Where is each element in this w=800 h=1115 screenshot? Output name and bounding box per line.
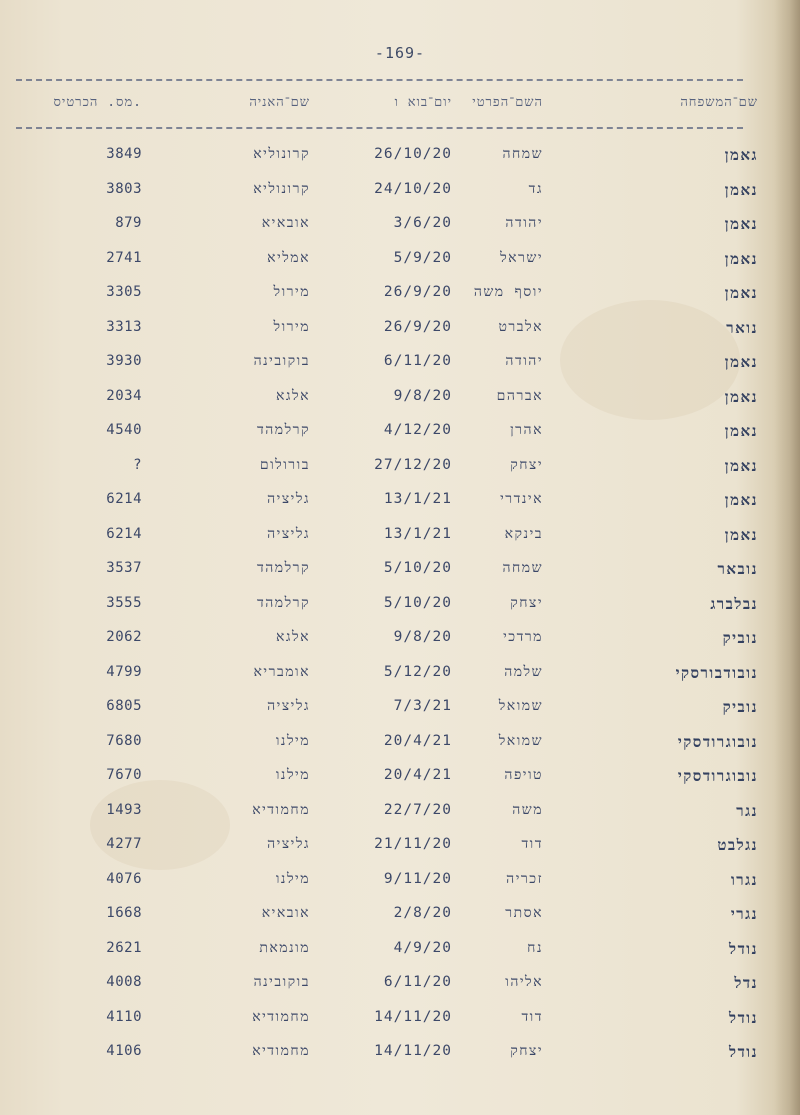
ship-name-cell: מילנו — [275, 732, 310, 749]
arrival-date-cell: 26/10/20 — [374, 146, 452, 162]
arrival-date-cell: 14/11/20 — [374, 1008, 452, 1025]
ship-name-cell: בורולום — [259, 456, 310, 473]
ship-name-cell: קרלמהד — [256, 560, 310, 576]
ticket-number-cell: 2062 — [106, 629, 142, 645]
ship-name-cell: מילנו — [275, 767, 310, 783]
table-row — [0, 625, 800, 660]
arrival-date-cell: 9/8/20 — [393, 387, 452, 404]
first-name-cell: מרדכי — [503, 629, 543, 645]
ship-name-cell: אומבריא — [253, 663, 310, 680]
arrival-date-cell: 21/11/20 — [374, 836, 452, 852]
ticket-number-cell: 2034 — [106, 387, 142, 404]
family-name-cell: נודל — [729, 1043, 758, 1061]
header-dashed-rule — [16, 127, 743, 129]
table-row — [0, 522, 800, 557]
first-name-cell: טויפה — [504, 767, 543, 783]
ship-name-cell: מחמודיא — [252, 801, 310, 818]
first-name-cell: יהודה — [505, 353, 543, 369]
ship-name-cell: קרונוליא — [253, 146, 310, 162]
ticket-number-cell: 3849 — [106, 146, 142, 162]
table-row — [0, 936, 800, 971]
first-name-cell: שמחה — [502, 560, 543, 576]
family-name-cell: נאמן — [724, 284, 758, 302]
arrival-date-cell: 3/6/20 — [393, 215, 452, 231]
table-row — [0, 729, 800, 764]
table-row — [0, 211, 800, 246]
ship-name-cell: אלגא — [276, 387, 310, 404]
family-name-cell: נאמן — [724, 353, 758, 371]
ticket-number-cell: 4008 — [106, 974, 142, 990]
family-name-cell: נגר — [736, 801, 758, 820]
arrival-date-cell: 6/11/20 — [383, 353, 452, 369]
first-name-cell: דוד — [521, 836, 543, 852]
header-ship-name: שם־האניה — [249, 95, 310, 110]
table-row — [0, 453, 800, 488]
ship-name-cell: גליציה — [267, 491, 310, 507]
ticket-number-cell: 3555 — [106, 594, 142, 611]
family-name-cell: נובודבורסקי — [675, 663, 758, 682]
family-name-cell: נאמן — [724, 249, 758, 268]
table-row — [0, 798, 800, 833]
first-name-cell: שמחה — [502, 146, 543, 162]
arrival-date-cell: 9/11/20 — [383, 870, 452, 887]
table-row — [0, 1039, 800, 1074]
arrival-date-cell: 5/10/20 — [383, 560, 452, 576]
first-name-cell: בינקא — [504, 525, 543, 542]
family-name-cell: נאמן — [724, 215, 758, 233]
ticket-number-cell: 6805 — [106, 698, 142, 714]
ticket-number-cell: 4799 — [106, 663, 142, 680]
family-name-cell: נאמן — [724, 491, 758, 509]
ticket-number-cell: 3930 — [106, 353, 142, 369]
first-name-cell: ישראל — [500, 249, 543, 266]
first-name-cell: שמואל — [498, 698, 543, 714]
immigrant-table — [0, 142, 800, 1074]
first-name-cell: גד — [528, 180, 543, 197]
ticket-number-cell: 3803 — [106, 180, 142, 197]
ticket-number-cell: 1493 — [106, 801, 142, 818]
ship-name-cell: מירול — [273, 318, 310, 335]
first-name-cell: אסתר — [505, 905, 543, 921]
table-row — [0, 1005, 800, 1040]
arrival-date-cell: 20/4/21 — [383, 732, 452, 749]
ship-name-cell: בוקובינה — [253, 974, 310, 990]
table-row — [0, 694, 800, 729]
family-name-cell: נודל — [729, 939, 758, 958]
table-row — [0, 384, 800, 419]
table-row — [0, 867, 800, 902]
arrival-date-cell: 20/4/21 — [383, 767, 452, 783]
ship-name-cell: קרונוליא — [253, 180, 310, 197]
family-name-cell: נובוגרודסקי — [677, 732, 758, 751]
table-header — [0, 92, 800, 114]
family-name-cell: נאמן — [724, 180, 758, 199]
arrival-date-cell: 7/3/21 — [393, 698, 452, 714]
family-name-cell: נואר — [726, 318, 758, 337]
ticket-number-cell: 6214 — [106, 525, 142, 542]
ticket-number-cell: 4106 — [106, 1043, 142, 1059]
header-family-name: שם־המשפחה — [680, 95, 758, 110]
ticket-number-cell: ? — [133, 456, 142, 473]
header-first-name: השם־הפרטי — [472, 95, 543, 110]
ship-name-cell: מחמודיא — [252, 1008, 310, 1025]
ticket-number-cell: 4277 — [106, 836, 142, 852]
table-row — [0, 832, 800, 867]
table-row — [0, 246, 800, 281]
ticket-number-cell: 3313 — [106, 318, 142, 335]
family-name-cell: נוביק — [722, 698, 758, 716]
first-name-cell: אלברט — [498, 318, 543, 335]
arrival-date-cell: 5/9/20 — [393, 249, 452, 266]
first-name-cell: יצחק — [510, 1043, 543, 1059]
ship-name-cell: בוקובינה — [253, 353, 310, 369]
arrival-date-cell: 4/9/20 — [393, 939, 452, 956]
ticket-number-cell: 7670 — [106, 767, 142, 783]
first-name-cell: זכריה — [506, 870, 543, 887]
family-name-cell: נובאר — [717, 560, 758, 578]
family-name-cell: נודל — [729, 1008, 758, 1027]
family-name-cell: נוביק — [722, 629, 758, 647]
table-row — [0, 660, 800, 695]
family-name-cell: נגרי — [730, 905, 758, 923]
arrival-date-cell: 26/9/20 — [383, 318, 452, 335]
ship-name-cell: אובאיא — [261, 905, 310, 921]
family-name-cell: גאמן — [724, 146, 758, 164]
ticket-number-cell: 879 — [115, 215, 142, 231]
family-name-cell: נגרו — [730, 870, 758, 889]
ship-name-cell: גליציה — [267, 525, 310, 542]
table-row — [0, 177, 800, 212]
family-name-cell: נגלבט — [717, 836, 758, 854]
ship-name-cell: אמליא — [267, 249, 310, 266]
header-arrival-date: יום־בוא ו — [394, 95, 452, 110]
family-name-cell: נאמן — [724, 525, 758, 544]
arrival-date-cell: 27/12/20 — [374, 456, 452, 473]
first-name-cell: אינדרי — [500, 491, 543, 507]
table-row — [0, 418, 800, 453]
ship-name-cell: קרלמהד — [256, 422, 310, 438]
table-row — [0, 970, 800, 1005]
table-row — [0, 763, 800, 798]
page-number: -169- — [374, 44, 426, 62]
table-row — [0, 591, 800, 626]
table-row — [0, 901, 800, 936]
header-ticket-number: מס. הכרטיס. — [53, 95, 142, 110]
table-row — [0, 349, 800, 384]
table-row — [0, 315, 800, 350]
ship-name-cell: מילנו — [275, 870, 310, 887]
ship-name-cell: מחמודיא — [252, 1043, 310, 1059]
arrival-date-cell: 6/11/20 — [383, 974, 452, 990]
arrival-date-cell: 14/11/20 — [374, 1043, 452, 1059]
arrival-date-cell: 2/8/20 — [393, 905, 452, 921]
ship-name-cell: אובאיא — [261, 215, 310, 231]
ticket-number-cell: 3305 — [106, 284, 142, 300]
family-name-cell: נובוגרודסקי — [677, 767, 758, 785]
ticket-number-cell: 2621 — [106, 939, 142, 956]
ticket-number-cell: 4540 — [106, 422, 142, 438]
ticket-number-cell: 3537 — [106, 560, 142, 576]
ticket-number-cell: 7680 — [106, 732, 142, 749]
first-name-cell: אהרן — [510, 422, 543, 438]
ship-name-cell: אלגא — [276, 629, 310, 645]
first-name-cell: אברהם — [496, 387, 543, 404]
family-name-cell: נדל — [734, 974, 758, 992]
ship-name-cell: גליציה — [267, 698, 310, 714]
ticket-number-cell: 1668 — [106, 905, 142, 921]
family-name-cell: נאמן — [724, 422, 758, 440]
first-name-cell: יצחק — [510, 456, 543, 473]
first-name-cell: שמואל — [498, 732, 543, 749]
ticket-number-cell: 4076 — [106, 870, 142, 887]
ship-name-cell: גליציה — [267, 836, 310, 852]
first-name-cell: דוד — [521, 1008, 543, 1025]
table-row — [0, 556, 800, 591]
arrival-date-cell: 26/9/20 — [383, 284, 452, 300]
arrival-date-cell: 9/8/20 — [393, 629, 452, 645]
table-row — [0, 142, 800, 177]
family-name-cell: נאמן — [724, 387, 758, 406]
arrival-date-cell: 13/1/21 — [383, 491, 452, 507]
arrival-date-cell: 24/10/20 — [374, 180, 452, 197]
first-name-cell: אליהו — [505, 974, 543, 990]
arrival-date-cell: 5/10/20 — [383, 594, 452, 611]
table-row — [0, 487, 800, 522]
family-name-cell: נאמן — [724, 456, 758, 475]
ship-name-cell: קרלמהד — [256, 594, 310, 611]
top-dashed-rule — [16, 79, 743, 81]
ticket-number-cell: 6214 — [106, 491, 142, 507]
first-name-cell: יצחק — [510, 594, 543, 611]
first-name-cell: שלמה — [504, 663, 543, 680]
arrival-date-cell: 4/12/20 — [383, 422, 452, 438]
arrival-date-cell: 22/7/20 — [383, 801, 452, 818]
ship-name-cell: מירול — [273, 284, 310, 300]
arrival-date-cell: 13/1/21 — [383, 525, 452, 542]
first-name-cell: נח — [527, 939, 543, 956]
arrival-date-cell: 5/12/20 — [383, 663, 452, 680]
ticket-number-cell: 4110 — [106, 1008, 142, 1025]
first-name-cell: יהודה — [505, 215, 543, 231]
ship-name-cell: מונמאת — [259, 939, 310, 956]
table-row — [0, 280, 800, 315]
first-name-cell: יוסף משה — [473, 284, 543, 300]
family-name-cell: נבלברג — [710, 594, 758, 613]
ticket-number-cell: 2741 — [106, 249, 142, 266]
first-name-cell: משה — [512, 801, 543, 818]
